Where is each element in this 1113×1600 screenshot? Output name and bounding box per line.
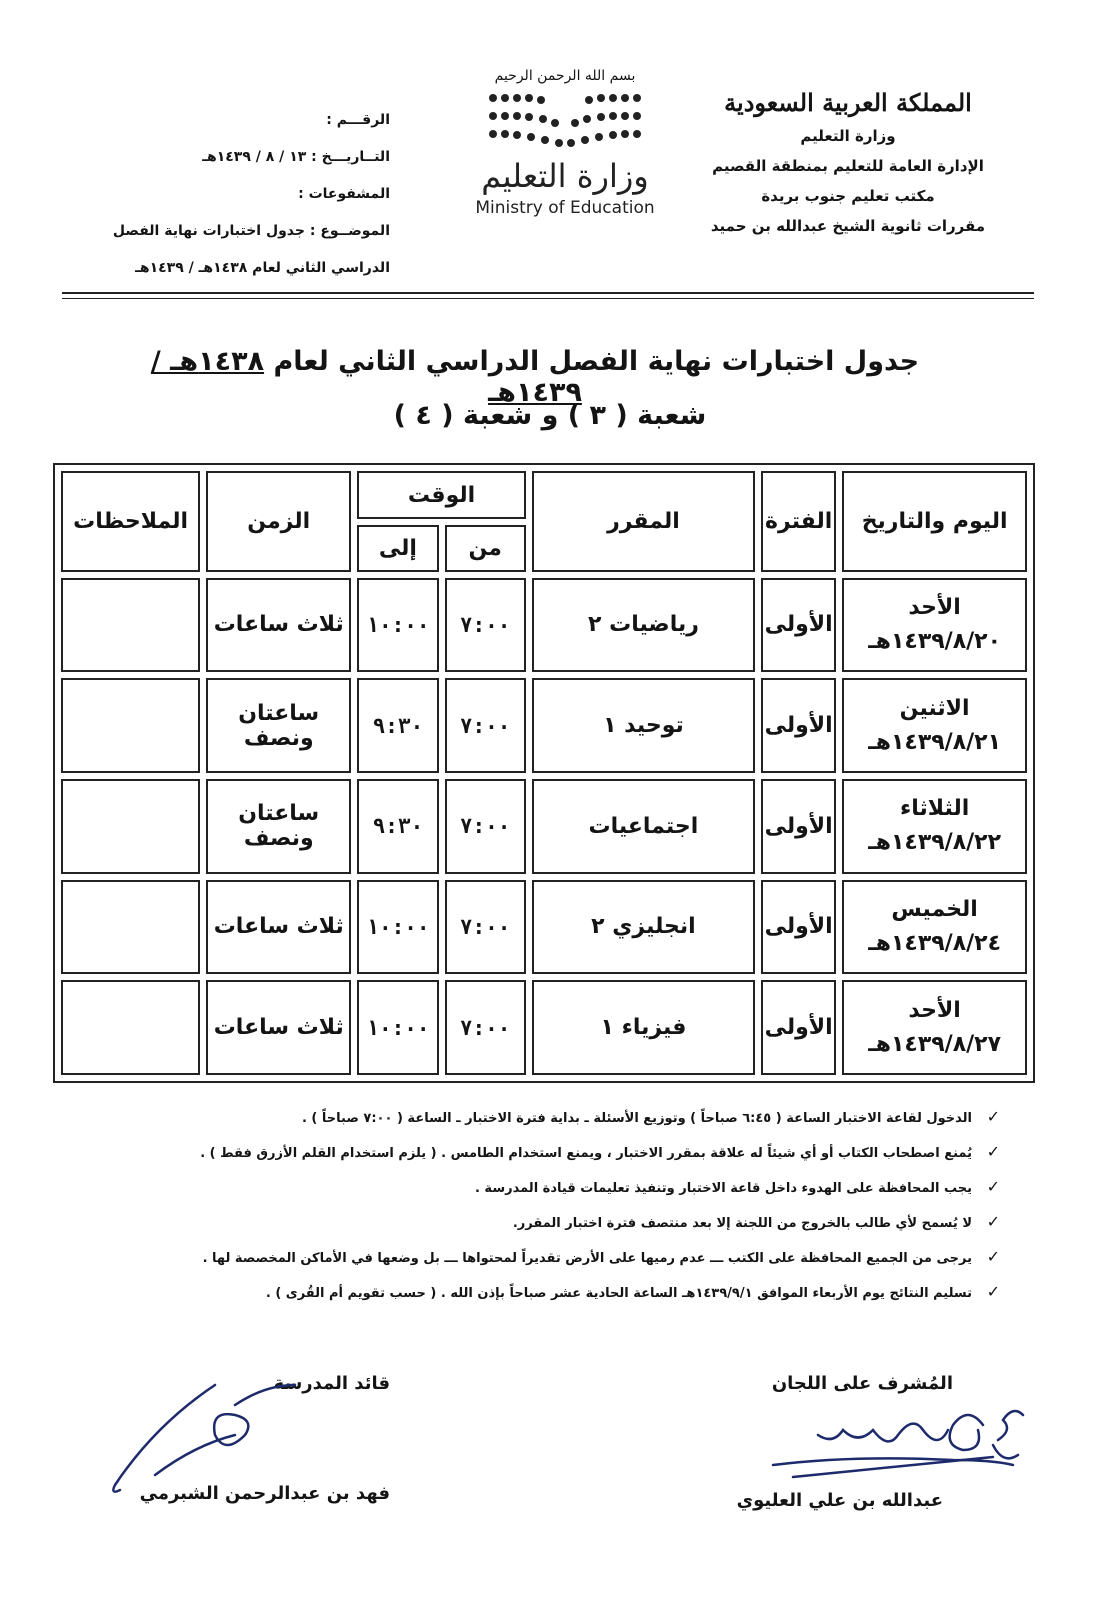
period-cell: الأولى	[761, 578, 836, 673]
exam-date: ١٤٣٩/٨/٢٢هـ	[868, 830, 1002, 856]
title-year: ١٤٣٨هـ / ١٤٣٩هـ	[150, 346, 582, 408]
period-cell: الأولى	[761, 779, 836, 874]
time-from-cell: ٧:٠٠	[445, 880, 526, 975]
time-to-cell: ٩:٣٠	[357, 779, 438, 874]
attachments-label: المشفوعات :	[298, 186, 390, 202]
exam-schedule-table	[53, 463, 1035, 1083]
date-row	[60, 139, 390, 176]
ministry-name: وزارة التعليم	[800, 127, 896, 145]
header-from: من	[445, 525, 526, 571]
supervisor-signature-block	[733, 1365, 1033, 1535]
number-label: الرقـــم :	[326, 112, 390, 128]
time-from-cell: ٧:٠٠	[445, 980, 526, 1075]
table-row	[61, 578, 1027, 673]
header-remarks: الملاحظات	[61, 471, 200, 572]
date-value: ١٣ / ٨ / ١٤٣٩هـ	[202, 149, 307, 165]
day-name: الأحد	[908, 997, 961, 1023]
basmala: بسم الله الرحمن الرحيم	[494, 68, 636, 84]
administration-name: الإدارة العامة للتعليم بمنطقة القصيم	[712, 157, 984, 175]
moe-dots-icon	[485, 90, 645, 152]
course-cell: اجتماعيات	[532, 779, 755, 874]
table-row	[61, 980, 1027, 1075]
table-row	[61, 779, 1027, 874]
day-name: الاثنين	[899, 695, 970, 721]
supervisor-name: عبدالله بن علي العليوي	[736, 1490, 943, 1511]
checkmark-icon: ✓	[986, 1107, 1000, 1126]
ministry-logo	[425, 68, 705, 220]
duration-cell: ساعتان ونصف	[206, 779, 351, 874]
remarks-cell	[61, 980, 200, 1075]
remarks-cell	[61, 578, 200, 673]
day-date-cell	[842, 980, 1027, 1075]
header-divider	[62, 292, 1034, 294]
header-to: إلى	[357, 525, 438, 571]
logo-arabic-text: وزارة التعليم	[481, 157, 649, 195]
subject-line-2: الدراسي الثاني لعام ١٤٣٨هـ / ١٤٣٩هـ	[135, 260, 390, 276]
period-cell: الأولى	[761, 980, 836, 1075]
day-name: الخميس	[891, 896, 978, 922]
header-divider-thin	[62, 298, 1034, 299]
table-row	[61, 678, 1027, 773]
duration-cell: ساعتان ونصف	[206, 678, 351, 773]
exam-date: ١٤٣٩/٨/٢٠هـ	[868, 628, 1002, 654]
supervisor-signature-icon	[733, 1385, 1033, 1505]
instructions-list	[90, 1100, 1000, 1310]
period-cell: الأولى	[761, 880, 836, 975]
remarks-cell	[61, 779, 200, 874]
day-name: الثلاثاء	[899, 796, 970, 822]
time-to-cell: ٩:٣٠	[357, 678, 438, 773]
principal-title: قائد المدرسة	[273, 1373, 390, 1394]
document-subtitle: شعبة ( ٣ ) و شعبة ( ٤ )	[393, 400, 707, 431]
principal-name: فهد بن عبدالرحمن الشبرمي	[139, 1483, 390, 1504]
list-item: ✓الدخول لقاعة الاختبار الساعة ( ٦:٤٥ صباحاً ) وتوزيع الأسئلة ـ بداية فترة الاختبار ـ الساعة ( ٧:٠٠ صباحاً ) .	[90, 1100, 1000, 1135]
exam-date: ١٤٣٩/٨/٢١هـ	[868, 729, 1002, 755]
table-header-row	[61, 471, 1027, 519]
course-cell: توحيد ١	[532, 678, 755, 773]
principal-signature-block	[110, 1365, 410, 1535]
header-left	[60, 102, 390, 287]
day-date-cell	[842, 678, 1027, 773]
remarks-cell	[61, 678, 200, 773]
exam-date: ١٤٣٩/٨/٢٤هـ	[868, 930, 1002, 956]
day-name: الأحد	[908, 594, 961, 620]
title-text: جدول اختبارات نهاية الفصل الدراسي الثاني لعام	[273, 346, 920, 377]
header-right	[683, 85, 1013, 241]
header-duration: الزمن	[206, 471, 351, 572]
time-to-cell: ١٠:٠٠	[357, 880, 438, 975]
list-item: ✓يُمنع اصطحاب الكتاب أو أي شيئاً له علاقة بمقرر الاختبار ، ويمنع استخدام الطامس . ( يلزم استخدام القلم الأزرق فقط ) .	[90, 1135, 1000, 1170]
date-label: التــاريـــخ :	[311, 149, 390, 165]
checkmark-icon: ✓	[986, 1247, 1000, 1266]
kingdom-name: المملكة العربية السعودية	[724, 88, 972, 117]
table-row	[61, 880, 1027, 975]
list-item: ✓تسليم النتائج يوم الأربعاء الموافق ١٤٣٩/٩/١هـ الساعة الحادية عشر صباحاً بإذن الله . ( حسب تقويم أم القُرى ) .	[90, 1275, 1000, 1310]
list-item: ✓لا يُسمح لأي طالب بالخروج من اللجنة إلا بعد منتصف فترة اختبار المقرر.	[90, 1205, 1000, 1240]
office-name: مكتب تعليم جنوب بريدة	[761, 187, 935, 205]
header-course: المقرر	[532, 471, 755, 572]
document-title	[120, 346, 950, 408]
time-from-cell: ٧:٠٠	[445, 779, 526, 874]
day-date-cell	[842, 578, 1027, 673]
duration-cell: ثلاث ساعات	[206, 578, 351, 673]
time-from-cell: ٧:٠٠	[445, 678, 526, 773]
school-name: مقررات ثانوية الشيخ عبدالله بن حميد	[710, 217, 986, 235]
header-period: الفترة	[761, 471, 836, 572]
remarks-cell	[61, 880, 200, 975]
checkmark-icon: ✓	[986, 1177, 1000, 1196]
course-cell: رياضيات ٢	[532, 578, 755, 673]
subject-line-1: الموضــوع : جدول اختبارات نهاية الفصل	[112, 223, 390, 239]
checkmark-icon: ✓	[986, 1212, 1000, 1231]
time-from-cell: ٧:٠٠	[445, 578, 526, 673]
period-cell: الأولى	[761, 678, 836, 773]
time-to-cell: ١٠:٠٠	[357, 578, 438, 673]
day-date-cell	[842, 880, 1027, 975]
checkmark-icon: ✓	[986, 1282, 1000, 1301]
course-cell: فيزياء ١	[532, 980, 755, 1075]
duration-cell: ثلاث ساعات	[206, 980, 351, 1075]
checkmark-icon: ✓	[986, 1142, 1000, 1161]
list-item: ✓يجب المحافظة على الهدوء داخل قاعة الاختبار وتنفيذ تعليمات قيادة المدرسة .	[90, 1170, 1000, 1205]
header-time: الوقت	[357, 471, 525, 519]
list-item: ✓يرجى من الجميع المحافظة على الكتب ـــ عدم رميها على الأرض تقديراً لمحتواها ـــ بل وضعها في الأماكن المخصصة لها .	[90, 1240, 1000, 1275]
supervisor-title: المُشرف على اللجان	[771, 1373, 953, 1394]
time-to-cell: ١٠:٠٠	[357, 980, 438, 1075]
course-cell: انجليزي ٢	[532, 880, 755, 975]
day-date-cell	[842, 779, 1027, 874]
logo-english-text: Ministry of Education	[475, 198, 655, 218]
exam-date: ١٤٣٩/٨/٢٧هـ	[868, 1031, 1002, 1057]
header-day-date: اليوم والتاريخ	[842, 471, 1027, 572]
duration-cell: ثلاث ساعات	[206, 880, 351, 975]
